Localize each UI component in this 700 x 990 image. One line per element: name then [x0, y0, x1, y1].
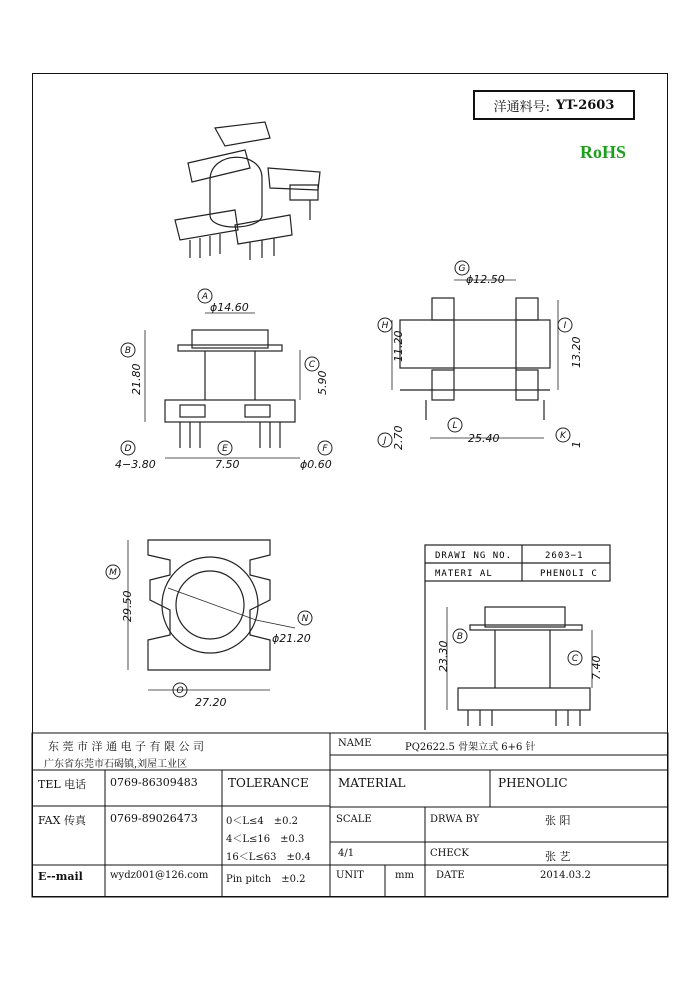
- inset-drawing-no-label: DRAWI NG NO.: [435, 551, 513, 561]
- dim-g: ϕ12.50: [466, 273, 505, 286]
- drawby-value: 张 阳: [545, 814, 571, 827]
- label-l: L: [452, 421, 458, 431]
- front-view: [145, 313, 300, 458]
- tolerance-3: 16＜L≤63 ±0.4: [226, 852, 311, 863]
- tolerance-4: Pin pitch ±0.2: [226, 874, 306, 885]
- dim-k: 1: [570, 441, 583, 448]
- label-h: H: [381, 321, 389, 331]
- dim-e: 7.50: [215, 458, 240, 471]
- dim-n: ϕ21.20: [272, 632, 311, 645]
- label-inset-b: B: [456, 632, 464, 642]
- tel-label: TEL 电话: [38, 778, 87, 791]
- rohs-mark: RoHS: [580, 142, 627, 162]
- isometric-view: [175, 122, 320, 260]
- material-label: MATERIAL: [338, 776, 406, 790]
- scale-label: SCALE: [336, 814, 372, 825]
- tolerance-label: TOLERANCE: [228, 776, 309, 790]
- side-view: [392, 280, 558, 438]
- dim-inset-c: 7.40: [590, 655, 603, 680]
- dim-inset-b: 23.30: [437, 640, 450, 672]
- dim-f: ϕ0.60: [300, 458, 332, 471]
- inset-material: PHENOLI C: [540, 569, 598, 579]
- label-a: A: [201, 292, 209, 302]
- dim-o: 27.20: [195, 696, 227, 709]
- name-value: PQ2622.5 骨架立式 6+6 针: [405, 742, 536, 753]
- company-address: 广东省东莞市石碣镇,刘屋工业区: [44, 759, 188, 770]
- top-view: [128, 540, 295, 690]
- label-k: K: [560, 431, 566, 441]
- email-value: wydz001@126.com: [110, 870, 209, 881]
- label-m: M: [109, 568, 117, 578]
- unit-value: mm: [395, 870, 414, 881]
- dim-c: 5.90: [316, 370, 329, 395]
- label-j: J: [383, 436, 387, 446]
- inset-drawing-no: 2603−1: [545, 551, 584, 561]
- tolerance-2: 4＜L≤16 ±0.3: [226, 834, 305, 845]
- label-d: D: [124, 444, 132, 454]
- dim-a: ϕ14.60: [210, 301, 249, 314]
- fax-value: 0769-89026473: [110, 812, 198, 825]
- email-label: E--mail: [38, 870, 83, 883]
- dim-l: 25.40: [468, 432, 500, 445]
- check-label: CHECK: [430, 848, 469, 859]
- dim-m: 29.50: [121, 590, 134, 622]
- dim-d: 4−3.80: [115, 458, 156, 471]
- scale-value: 4/1: [338, 848, 355, 859]
- unit-label: UNIT: [336, 870, 364, 881]
- label-e: E: [222, 444, 228, 454]
- material-value: PHENOLIC: [498, 776, 568, 790]
- label-f: F: [322, 444, 328, 454]
- part-number-label: 洋通料号:: [493, 99, 550, 115]
- part-number: YT-2603: [556, 97, 615, 113]
- label-i: I: [563, 321, 567, 331]
- label-b: B: [124, 346, 132, 356]
- dim-j: 2.70: [392, 425, 405, 450]
- label-o: O: [176, 686, 184, 696]
- label-c: C: [308, 360, 316, 370]
- dim-h: 11.20: [392, 330, 405, 362]
- date-label: DATE: [436, 870, 465, 881]
- drawby-label: DRWA BY: [430, 814, 480, 825]
- name-label: NAME: [338, 738, 372, 749]
- date-value: 2014.03.2: [540, 870, 591, 881]
- tolerance-1: 0＜L≤4 ±0.2: [226, 816, 299, 827]
- fax-label: FAX 传真: [38, 814, 86, 827]
- label-g: G: [458, 264, 466, 274]
- check-value: 张 艺: [545, 850, 571, 863]
- label-n: N: [301, 614, 309, 624]
- inset-material-label: MATERI AL: [435, 569, 493, 579]
- dim-i: 13.20: [570, 336, 583, 368]
- company-name: 东 莞 市 洋 通 电 子 有 限 公 司: [48, 740, 204, 753]
- label-inset-c: C: [571, 654, 579, 664]
- tel-value: 0769-86309483: [110, 776, 198, 789]
- dim-b: 21.80: [130, 363, 143, 395]
